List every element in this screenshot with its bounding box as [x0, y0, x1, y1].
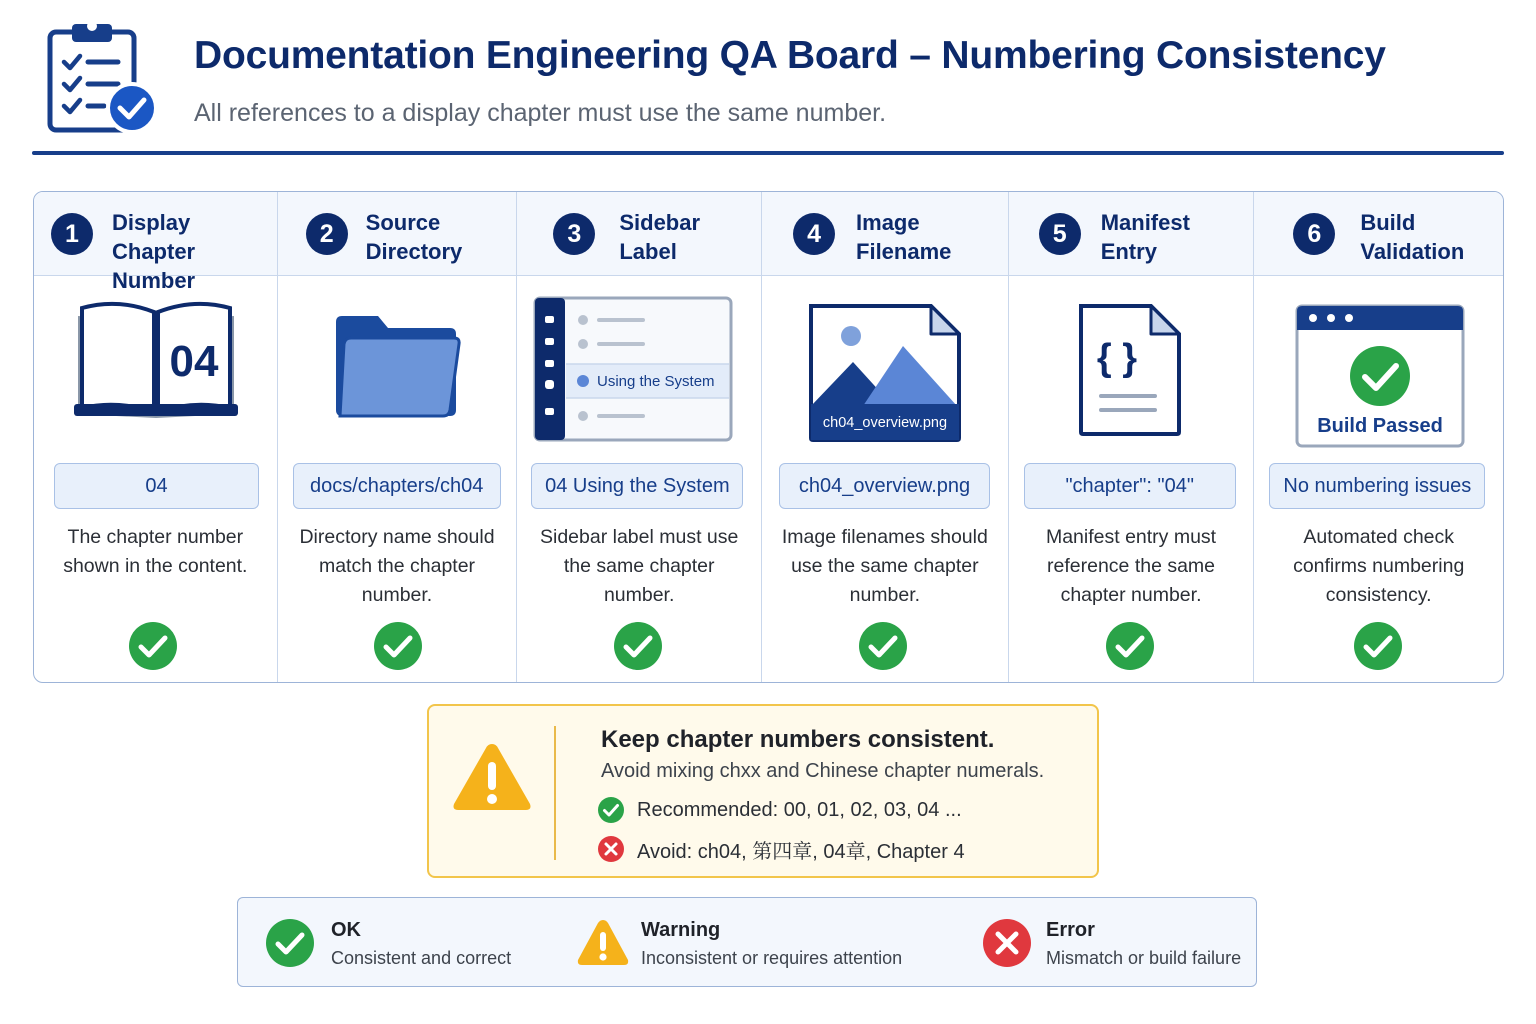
source-directory-tag: docs/chapters/ch04 [293, 463, 501, 509]
svg-text:04: 04 [169, 337, 219, 386]
step-manifest-entry [1009, 192, 1255, 682]
step-source-directory [278, 192, 518, 682]
step-header [1254, 192, 1503, 276]
check-circle-icon [1353, 621, 1403, 671]
step-header [762, 192, 1008, 276]
step-number-badge: 3 [553, 213, 595, 255]
svg-text:ch04_overview.png: ch04_overview.png [822, 415, 948, 431]
page-subtitle: All references to a display chapter must use the same number. [194, 99, 887, 127]
callout-subtitle: Avoid mixing chxx and Chinese chapter numerals. [601, 760, 1045, 782]
build-status-tag: No numbering issues [1269, 463, 1485, 509]
header-divider [32, 151, 1504, 155]
step-title: Source Directory [365, 210, 463, 264]
step-title: Manifest Entry [1100, 210, 1190, 264]
clipboard-check-icon [44, 18, 160, 136]
status-legend [237, 897, 1257, 987]
step-sidebar-label [517, 192, 762, 682]
recommended-text: Recommended: 00, 01, 02, 03, 04 ... [637, 798, 962, 821]
svg-text:{ }: { } [1096, 337, 1137, 379]
check-circle-icon [373, 621, 423, 671]
step-title: Display Chapter Number [112, 210, 196, 293]
step-number-badge: 4 [793, 213, 835, 255]
legend-item-error [938, 898, 1256, 986]
sidebar-window-icon [533, 296, 733, 442]
step-description: Sidebar label must use the same chapter number. [539, 526, 739, 606]
chapter-number-tag: 04 [54, 463, 259, 509]
legend-item-warning [558, 898, 938, 986]
step-number-badge: 2 [306, 213, 348, 255]
check-circle-icon [265, 918, 315, 968]
step-header [34, 192, 277, 293]
check-circle-icon [858, 621, 908, 671]
step-display-chapter-number [34, 192, 278, 682]
legend-item-ok [238, 898, 558, 986]
sidebar-label-tag: 04 Using the System [531, 463, 743, 509]
svg-text:Build Passed: Build Passed [1317, 415, 1444, 437]
qa-board [33, 191, 1504, 683]
page-title: Documentation Engineering QA Board – Numbering Consistency [194, 34, 1386, 77]
manifest-entry-tag: "chapter": "04" [1024, 463, 1236, 509]
step-number-badge: 5 [1039, 213, 1081, 255]
step-description: Image filenames should use the same chapter number. [781, 526, 988, 606]
step-image-filename [762, 192, 1009, 682]
legend-label: Error [1046, 919, 1095, 941]
step-description: Directory name should match the chapter number. [299, 526, 495, 606]
code-file-icon [1077, 302, 1183, 438]
step-build-validation [1254, 192, 1503, 682]
check-circle-icon [613, 621, 663, 671]
legend-description: Consistent and correct [331, 948, 512, 968]
legend-description: Mismatch or build failure [1046, 948, 1242, 968]
callout-divider [554, 726, 556, 860]
error-circle-icon [982, 918, 1032, 968]
consistency-callout [427, 704, 1099, 878]
avoid-text: Avoid: ch04, 第四章, 04章, Chapter 4 [637, 840, 965, 863]
image-filename-tag: ch04_overview.png [779, 463, 990, 509]
image-file-icon [807, 302, 963, 444]
step-title: Image Filename [856, 210, 952, 264]
step-number-badge: 1 [51, 213, 93, 255]
step-description: Automated check confirms numbering consistency. [1293, 526, 1465, 606]
legend-label: OK [331, 919, 361, 941]
warning-triangle-icon [451, 740, 533, 814]
callout-title: Keep chapter numbers consistent. [601, 726, 995, 753]
step-number-badge: 6 [1293, 213, 1335, 255]
step-header [278, 192, 517, 276]
step-title: Build Validation [1360, 210, 1465, 264]
step-header [1009, 192, 1254, 276]
step-header [517, 192, 761, 276]
svg-text:Using the System: Using the System [597, 373, 715, 390]
check-circle-icon [1105, 621, 1155, 671]
step-description: Manifest entry must reference the same chapter number. [1045, 526, 1217, 606]
build-window-icon [1295, 304, 1465, 448]
open-book-icon [72, 296, 242, 426]
warning-triangle-icon [576, 918, 630, 968]
step-description: The chapter number shown in the content. [63, 526, 248, 577]
recommended-row [597, 796, 962, 824]
legend-label: Warning [641, 919, 721, 941]
error-circle-icon [597, 835, 625, 863]
folder-icon [332, 310, 462, 420]
check-circle-icon [597, 796, 625, 824]
legend-description: Inconsistent or requires attention [641, 948, 903, 968]
check-circle-icon [128, 621, 178, 671]
step-title: Sidebar Label [619, 210, 701, 264]
avoid-row [597, 835, 965, 863]
